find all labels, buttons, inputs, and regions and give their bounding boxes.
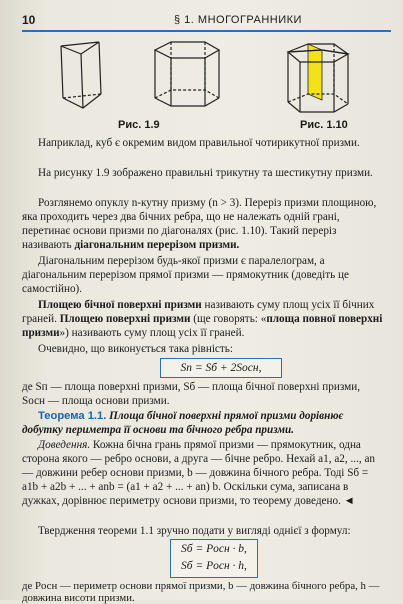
- formula-lateral-area: [170, 539, 258, 578]
- theorem-text: Площа бічної поверхні прямої призми дорівнює добутку периметра її основи та бічного ребра призми.: [22, 410, 344, 436]
- formula-line-2: Sб = Pосн · h,: [181, 560, 247, 572]
- paragraph-1: Наприклад, куб є окремим видом правильної чотирикутної призми.: [38, 137, 360, 149]
- paragraph-5-text-3: ») називають суму площ усіх її граней.: [59, 327, 245, 339]
- figure-1-10: [282, 36, 362, 120]
- paragraph-4: Діагональним перерізом будь-якої призми є паралелограм, а діагональним перерізом прямої призми — прямокутник (доведіть це самостійно).: [22, 255, 350, 295]
- paragraph-5-text-2: (ще говорять: «: [190, 313, 267, 325]
- theorem-1-1: [22, 409, 384, 437]
- paragraph-7: де Sп — площа поверхні призми, Sб — площа бічної поверхні призми, Sосн — площа основи призми.: [22, 381, 361, 407]
- figure-1-9: [55, 36, 255, 116]
- paragraph-5: [22, 298, 384, 340]
- paragraph-9: де Pосн — периметр основи прямої призми, b — довжина бічного ребра, h — довжина висоти призми.: [22, 580, 380, 604]
- paragraph-3-text: Розглянемо опуклу n-кутну призму (n > 3). Переріз призми площиною, яка проходить через два бічних ребра, що не належать одній грані, перетинає основи призми по діагоналях (рис. 1.10). Такий переріз називають: [22, 197, 377, 251]
- formula-line-1: Sб = Pосн · b,: [181, 543, 247, 555]
- paragraph-8: Твердження теореми 1.1 зручно подати у вигляді однієї з формул:: [38, 525, 351, 537]
- paragraph-3: [22, 196, 384, 252]
- figure-1-10-caption: Рис. 1.10: [300, 119, 348, 131]
- paragraph-5-text-1: називають суму площ усіх її бічних граней.: [22, 299, 375, 325]
- figure-1-9-caption: Рис. 1.9: [118, 119, 160, 131]
- proof-text: Кожна бічна грань прямої призми — прямокутник, одна сторона якого — ребро основи, а друга — бічне ребро. Нехай a1, a2, ..., an — довжини ребер основи призми, b — довжина бічного ребра. Тоді Sб = a1b + a2b + ... + anb = (a1 + a2 + ... + an) b. Оскільки сума, записана в дужках, дорівнює периметру основи призми, то теорему доведено. ◄: [22, 439, 376, 507]
- paragraph-2: На рисунку 1.9 зображено правильні трикутну та шестикутну призми.: [38, 167, 373, 179]
- page-number: 10: [22, 13, 36, 27]
- proof-label: Доведення.: [38, 439, 91, 451]
- formula-surface-area: Sп = Sб + 2Sосн,: [160, 358, 282, 378]
- term-surface-area: Площею поверхні призми: [59, 313, 191, 325]
- paragraph-6: Очевидно, що виконується така рівність:: [38, 343, 233, 355]
- chapter-title: § 1. МНОГОГРАННИКИ: [174, 14, 302, 26]
- proof: [22, 438, 384, 508]
- theorem-label: Теорема 1.1.: [38, 410, 107, 422]
- term-total-surface: площа повної поверхні призми: [22, 313, 383, 339]
- page-header: [22, 12, 391, 32]
- term-lateral-area: Площею бічної поверхні призми: [38, 299, 202, 311]
- term-diagonal-section: діагональним перерізом призми.: [74, 239, 240, 251]
